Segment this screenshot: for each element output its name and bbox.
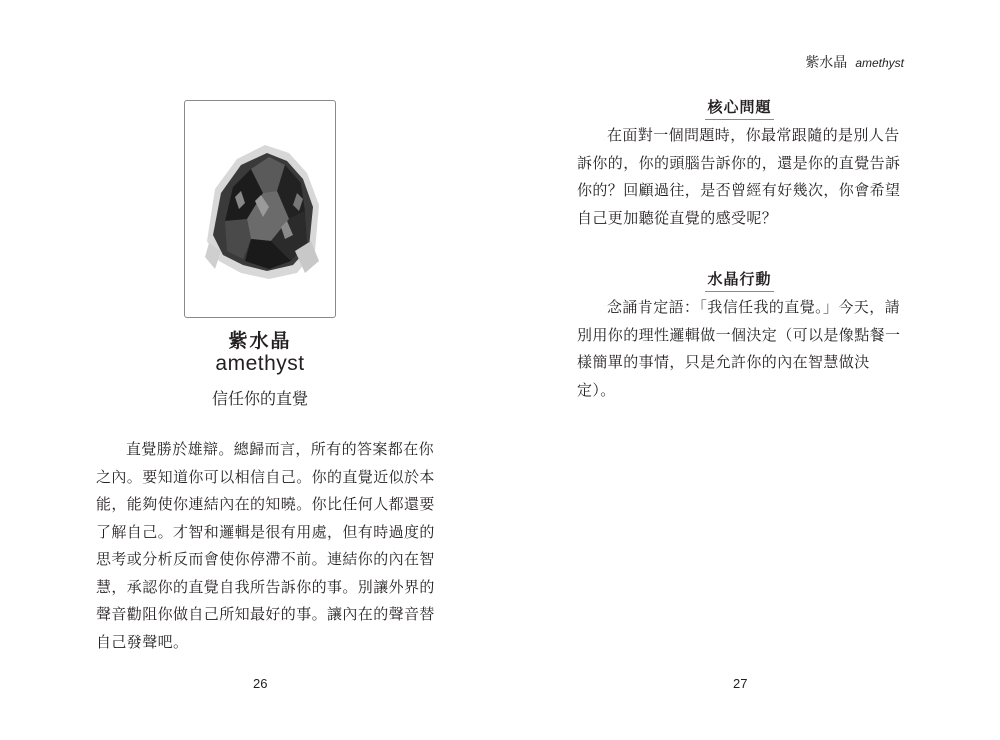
page-number-left: 26 [253,676,268,691]
core-question-heading: 核心問題 [705,96,773,120]
description-paragraph: 直覺勝於雄辯。總歸而言，所有的答案都在你之內。要知道你可以相信自己。你的直覺近似於本能，能夠使你連結內在的知曉。你比任何人都還要了解自己。才智和邏輯是很有用處，但有時過度的思考或分析反而會使你停滯不前。連結你的內在智慧，承認你的直覺自我所告訴你的事。別讓外界的聲音勸阻你做自己所知最好的事。讓內在的聲音替自己發聲吧。 [96,440,435,651]
crystal-name-en: amethyst [215,352,305,375]
crystal-subtitle: 信任你的直覺 [211,389,308,408]
crystal-name-zh: 紫水晶 [228,330,292,352]
running-header-zh: 紫水晶 [805,55,848,71]
crystal-description [96,436,440,656]
running-header-en: amethyst [855,56,904,70]
amethyst-cluster-image [185,101,335,317]
right-page [500,0,1000,740]
page-number-right: 27 [733,676,748,691]
crystal-action-section [577,268,902,404]
crystal-action-heading: 水晶行動 [705,268,773,292]
crystal-action-body: 念誦肯定語：「我信任我的直覺。」今天，請別用你的理性邏輯做一個決定（可以是像點餐一樣簡單的事情，只是允許你的內在智慧做決定）。 [577,298,901,399]
running-header [805,52,904,72]
crystal-photo [184,100,336,318]
core-question-section [577,96,902,232]
core-question-body: 在面對一個問題時，你最常跟隨的是別人告訴你的，你的頭腦告訴你的，還是你的直覺告訴你的？回顧過往，是否曾經有好幾次，你會希望自己更加聽從直覺的感受呢？ [577,126,901,227]
